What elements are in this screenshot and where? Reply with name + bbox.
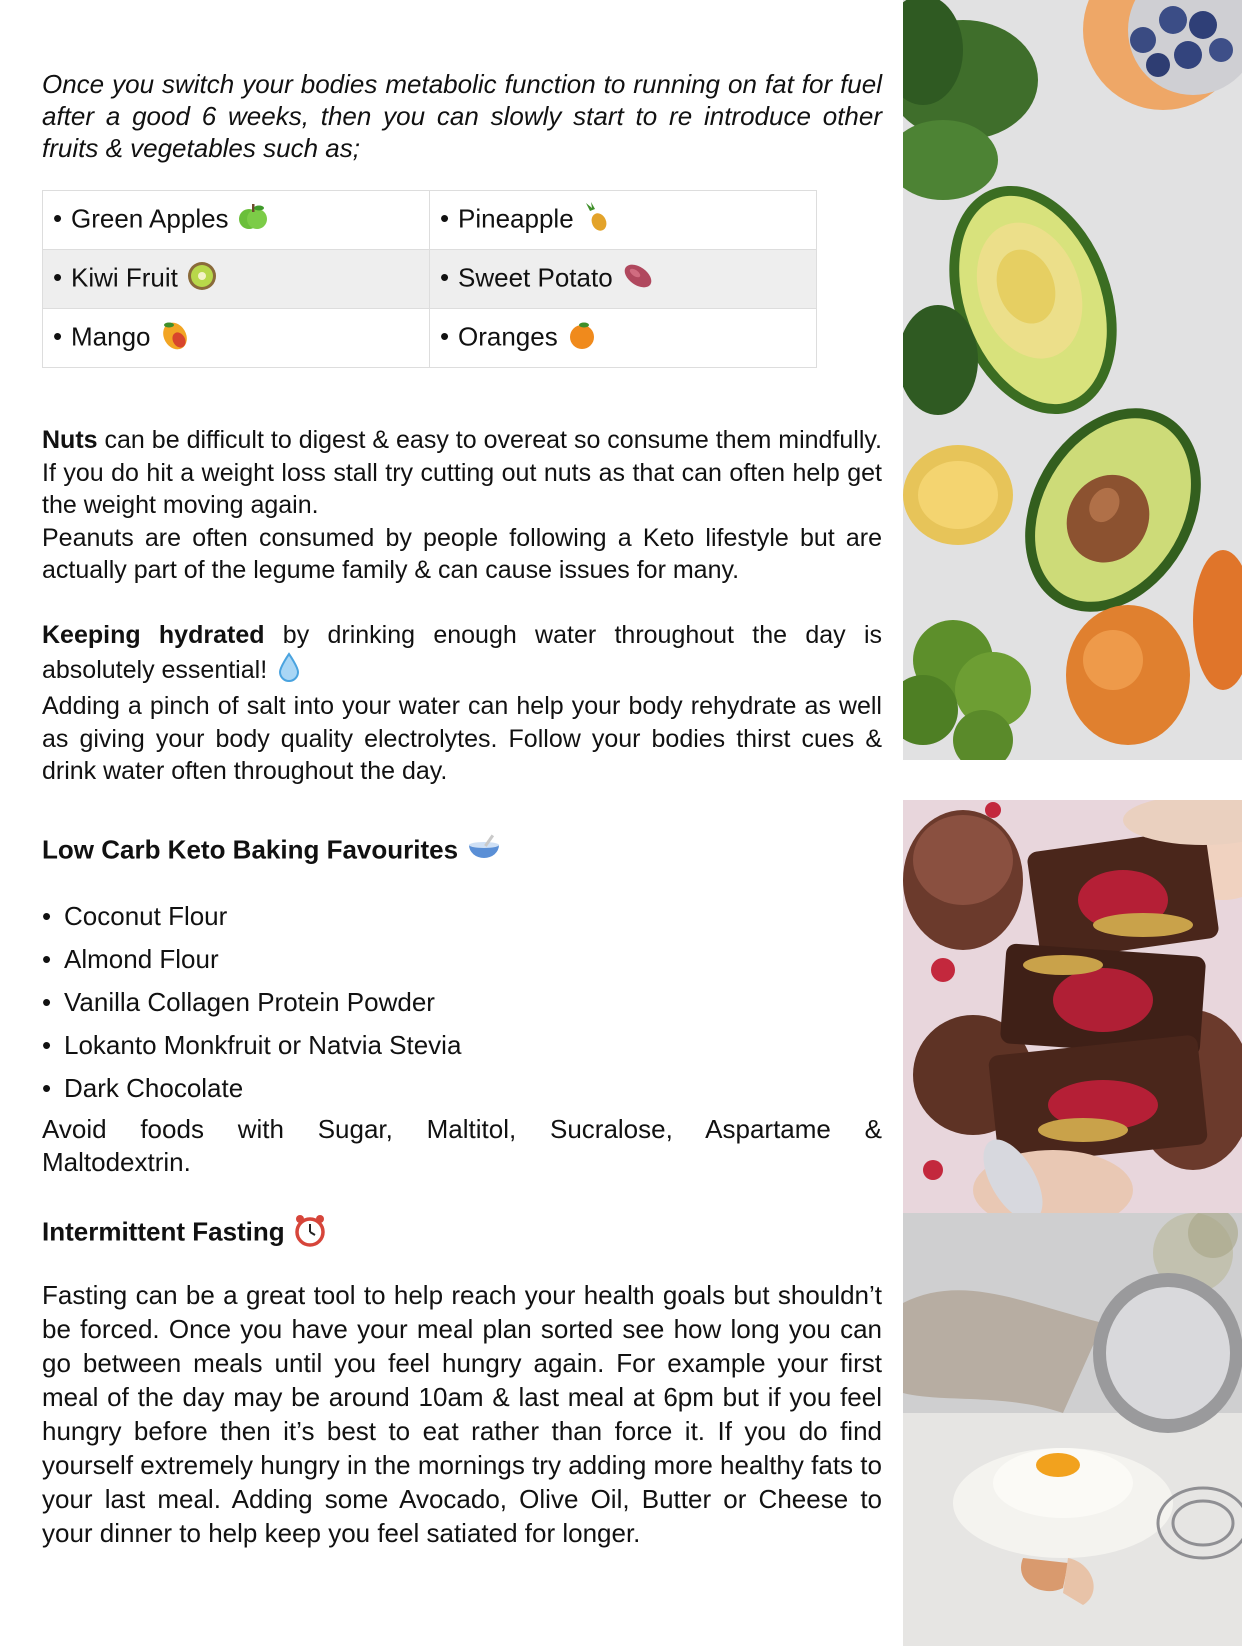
list-item: • Dark Chocolate [42,1073,244,1103]
mixing-bowl-icon [466,833,502,870]
fruit-label: Kiwi Fruit [71,261,178,292]
flour-egg-baking-photo [903,1213,1242,1646]
table-cell: • Pineapple [430,191,817,250]
hydration-paragraph [42,619,882,788]
kiwi-icon [186,260,218,299]
table-row [43,250,817,309]
hydration-text-2: Adding a pinch of salt into your water can help your body rehydrate as well as giving your body quality electrolytes. Follow your bodies thirst cues & drink water often throughout the day. [42,692,882,785]
nuts-text: can be difficult to digest & easy to overeat so consume them mindfully. If you do hit a weight loss stall try cutting out nuts as that can often help get the weight moving again. [42,426,882,519]
hydration-text: by drinking enough water throughout the day is absolutely essential! [42,621,882,684]
mango-icon [159,319,191,358]
sweet-potato-icon [621,260,655,299]
table-cell: • Green Apples [43,191,430,250]
fasting-heading-text: Intermittent Fasting [42,1216,285,1247]
keto-chocolate-bars-photo [903,800,1242,1213]
list-item: • Almond Flour [42,944,219,974]
table-row [43,309,817,368]
table-cell: • Kiwi Fruit [43,250,430,309]
list-item: • Vanilla Collagen Protein Powder [42,987,435,1017]
fasting-paragraph: Fasting can be a great tool to help reach your health goals but shouldn’t be forced. Once you have your meal plan sorted see how long you can go between meals until you feel hungry again. For example your first meal of the day may be around 10am & last meal at 6pm but if you feel hungry before then it’s best to eat rather than force it. If you do find yourself extremely hungry in the mornings try adding more healthy fats to your last meal. Adding some Avocado, Olive Oil, Butter or Cheese to your dinner to help keep you feel satiated for longer. [42,1280,882,1548]
fruit-label: Mango [71,320,151,351]
hydration-heading: Keeping hydrated [42,621,265,649]
list-item-label: Dark Chocolate [64,1073,244,1103]
list-item-label: Almond Flour [64,944,219,974]
orange-icon [566,319,598,358]
fruit-label: Oranges [458,320,558,351]
table-cell: • Sweet Potato [430,250,817,309]
nuts-text-2: Peanuts are often consumed by people following a Keto lifestyle but are actually part of the legume family & can cause issues for many. [42,523,882,584]
baking-heading [42,833,502,870]
list-item-label: Lokanto Monkfruit or Natvia Stevia [64,1030,462,1060]
green-apple-icon [237,201,269,240]
list-item-label: Vanilla Collagen Protein Powder [64,987,435,1017]
alarm-clock-icon [293,1213,327,1254]
baking-list [42,895,461,1110]
list-item: • Coconut Flour [42,901,228,931]
table-cell: • Oranges [430,309,817,368]
fruit-table [42,190,817,368]
pineapple-icon [582,201,612,240]
nuts-heading: Nuts [42,426,98,454]
fasting-heading [42,1213,327,1254]
nuts-paragraph [42,424,882,587]
avocado-spinach-photo [903,0,1242,760]
list-item: • Lokanto Monkfruit or Natvia Stevia [42,1030,462,1060]
water-drop-icon [278,652,300,691]
fruit-label: Pineapple [458,202,574,233]
avoid-foods-text: Avoid foods with Sugar, Maltitol, Sucralose, Aspartame & Maltodextrin. [42,1114,882,1177]
intro-paragraph: Once you switch your bodies metabolic function to running on fat for fuel after a good 6 weeks, then you can slowly start to re introduce other fruits & vegetables such as; [42,69,882,163]
table-row [43,191,817,250]
fruit-label: Green Apples [71,202,229,233]
table-cell: • Mango [43,309,430,368]
baking-heading-text: Low Carb Keto Baking Favourites [42,834,459,865]
list-item-label: Coconut Flour [64,901,228,931]
fruit-label: Sweet Potato [458,261,613,292]
